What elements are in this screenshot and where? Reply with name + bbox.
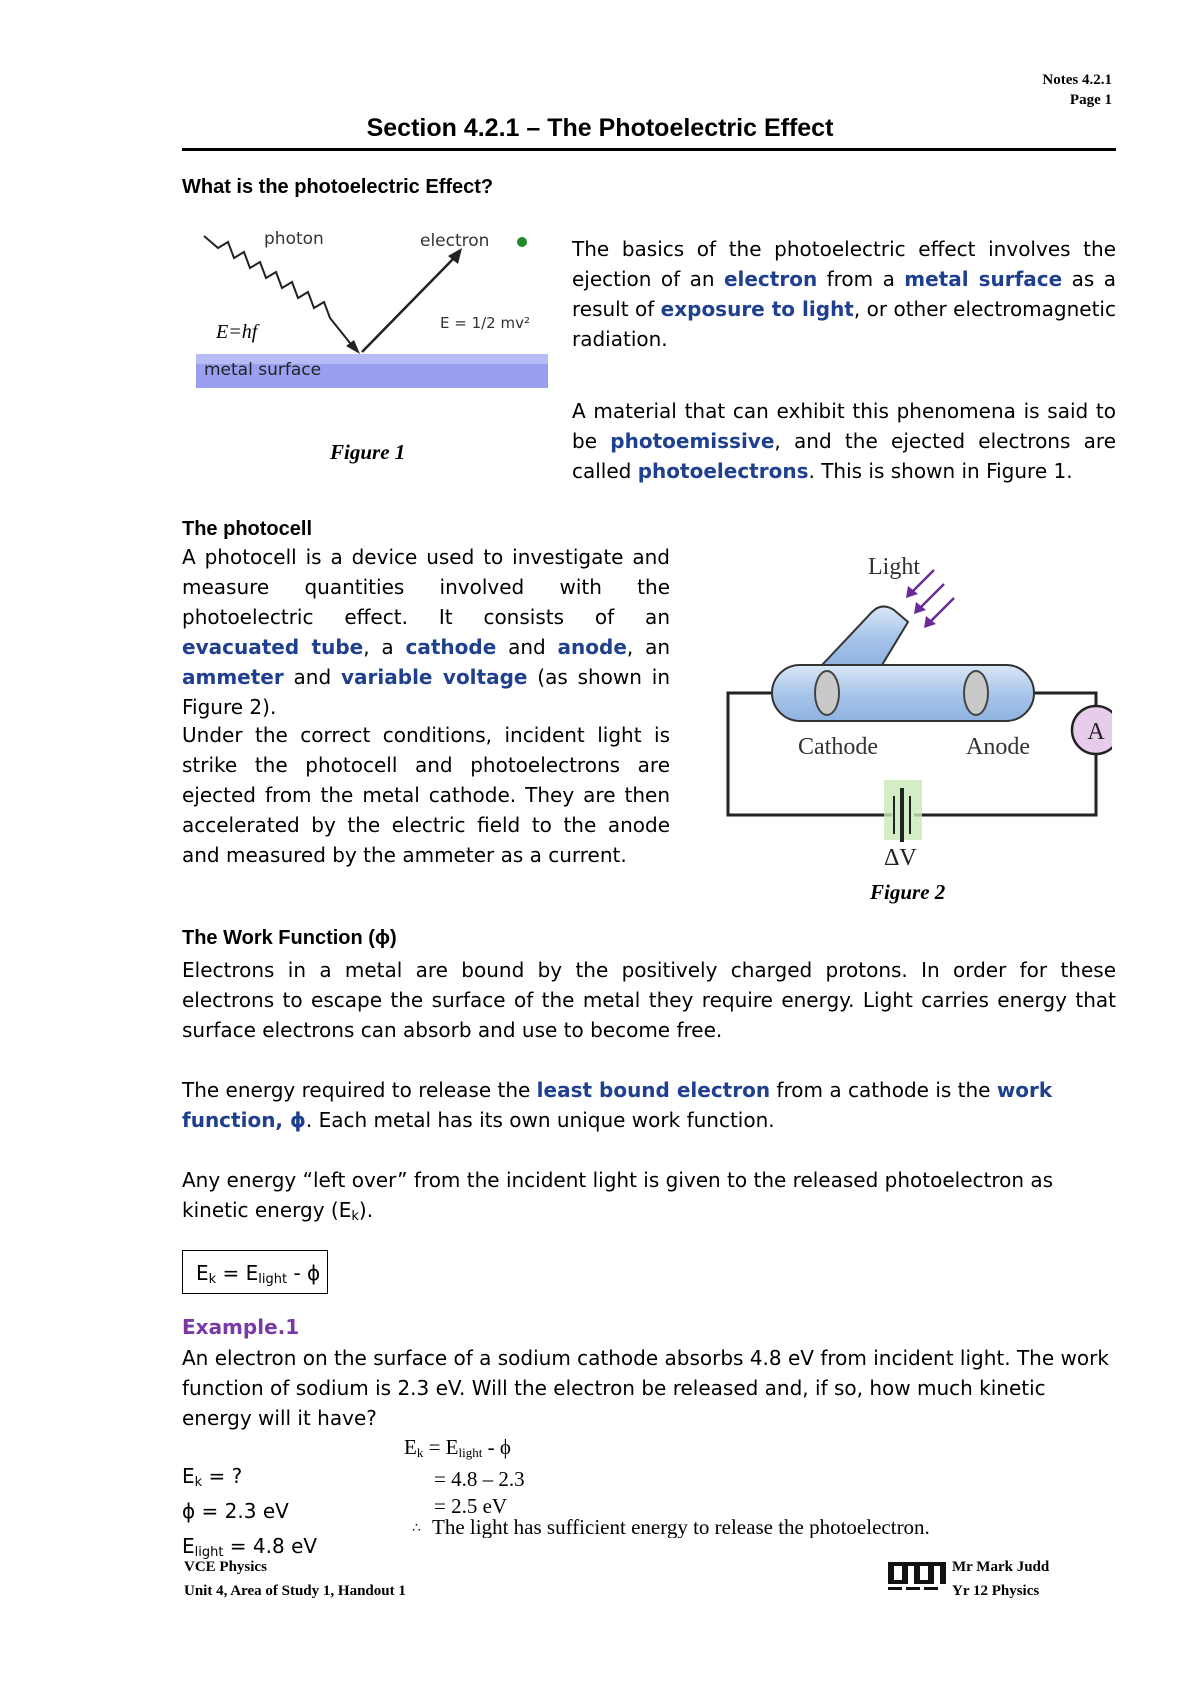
electron-label: electron: [420, 231, 490, 251]
intro-paragraph-2: A material that can exhibit this phenomena is said to be photoemissive, and the ejected electrons are called photoelectrons. This is shown in Figure 1.: [572, 399, 1117, 483]
light-ray-3: [928, 598, 954, 624]
term-cathode: cathode: [405, 635, 497, 659]
work-function-paragraph-2: The energy required to release the least bound electron from a cathode is the work function, ϕ. Each metal has its own unique work function.: [182, 1078, 1053, 1132]
cathode-label: Cathode: [798, 734, 878, 760]
light-ray-2: [918, 584, 944, 610]
electron-dot: [517, 237, 527, 247]
figure-1-photoelectric-diagram: [196, 228, 548, 428]
page-number: Page 1: [1069, 92, 1112, 108]
intro-paragraph-1: The basics of the photoelectric effect involves the ejection of an electron from a metal surface as a result of exposure to light, or other electromagnetic radiation.: [572, 237, 1116, 351]
example-question: An electron on the surface of a sodium cathode absorbs 4.8 eV from incident light. The work function of sodium is 2.3 eV. Will the electron be released and, if so, how much kinetic energy will it have?: [182, 1346, 1109, 1430]
term-work-function: work function, ϕ: [182, 1078, 1053, 1132]
term-evacuated-tube: evacuated tube: [182, 635, 364, 659]
working-line-1: $E_k = E_{light} - \phi$: [404, 1435, 511, 1460]
example-heading: Example.1: [182, 1315, 300, 1339]
kinetic-energy-formula-box: $E_k = E_{light} - \phi$: [182, 1250, 328, 1294]
electron-path: [362, 256, 456, 352]
term-least-bound-electron: least bound electron: [536, 1078, 771, 1102]
photocell-paragraph-2: Under the correct conditions, incident light is strike the photocell and photoelectrons are ejected from the metal cathode. They are then accelerated by the electric field to the anode and measured by the ammeter as a current.: [182, 723, 670, 867]
example-conclusion: The light has sufficient energy to release the photoelectron.: [432, 1515, 930, 1538]
footer-year: Yr 12 Physics: [952, 1583, 1040, 1599]
section-heading-what-is: What is the photoelectric Effect?: [182, 176, 494, 198]
figure-2-photocell-circuit: [722, 550, 1112, 875]
title-divider: [182, 148, 1116, 151]
section-heading-work-function: The Work Function (ϕ): [182, 927, 397, 949]
page-title: Section 4.2.1 – The Photoelectric Effect: [366, 114, 834, 142]
section-heading-photocell: The photocell: [182, 518, 312, 540]
term-variable-voltage: variable voltage: [341, 665, 528, 689]
page-reference: [1042, 70, 1112, 110]
photon-energy-label: E=hf: [216, 321, 258, 343]
figure-1-caption: Figure 1: [330, 440, 406, 464]
anode-plate: [964, 671, 988, 715]
figure-2-caption: Figure 2: [870, 880, 946, 904]
footer-course: VCE Physics: [184, 1559, 267, 1575]
ammeter-label: A: [1087, 719, 1105, 745]
term-anode: anode: [557, 635, 627, 659]
term-metal-surface: metal surface: [904, 267, 1063, 291]
footer-unit: Unit 4, Area of Study 1, Handout 1: [184, 1583, 406, 1599]
photocell-paragraph-1: A photocell is a device used to investigate and measure quantities involved with the photoelectric effect. It consists of an evacuated tube, a cathode and anode, an ammeter and variable voltage (as shown in Figure 2).: [182, 545, 671, 719]
photon-label: photon: [264, 229, 324, 249]
metal-surface-label: metal surface: [204, 360, 322, 380]
footer-course-info: [184, 1555, 406, 1603]
notes-number: Notes 4.2.1: [1042, 72, 1112, 88]
term-ammeter: ammeter: [182, 665, 284, 689]
anode-label: Anode: [966, 734, 1030, 760]
footer-author-info: [952, 1555, 1049, 1603]
term-photoemissive: photoemissive: [610, 429, 775, 453]
voltage-label: ΔV: [884, 845, 917, 871]
example-given-values: [182, 1462, 317, 1567]
term-exposure-to-light: exposure to light: [660, 297, 854, 321]
work-function-paragraph-3: Any energy “left over” from the incident light is given to the released photoelectron as kinetic energy $(E_k)$.: [182, 1168, 1054, 1224]
term-electron: electron: [723, 267, 818, 291]
therefore-symbol: ∴: [412, 1521, 421, 1536]
given-ek: $E_k$ = ?: [182, 1464, 243, 1490]
cathode-plate: [815, 671, 839, 715]
given-elight: $E_{light} = 4.8$ eV: [182, 1534, 318, 1560]
work-function-paragraph-1: Electrons in a metal are bound by the positively charged protons. In order for these electrons to escape the surface of the metal they require energy. Light carries energy that surface electrons can absorb and use to become free.: [182, 958, 1116, 1042]
school-logo-icon: [888, 1560, 948, 1594]
example-working: [404, 1434, 525, 1520]
working-line-2: = 4.8 – 2.3: [434, 1467, 525, 1491]
footer-author: Mr Mark Judd: [952, 1559, 1050, 1575]
light-label: Light: [868, 554, 920, 580]
term-photoelectrons: photoelectrons: [637, 459, 809, 483]
evacuated-tube: [772, 665, 1034, 721]
working-line-3: = 2.5 eV: [434, 1494, 508, 1518]
tube-window: [822, 606, 908, 665]
given-phi: ϕ = 2.3 eV: [182, 1499, 289, 1523]
electron-energy-label: E = 1/2 mv²: [440, 314, 530, 332]
